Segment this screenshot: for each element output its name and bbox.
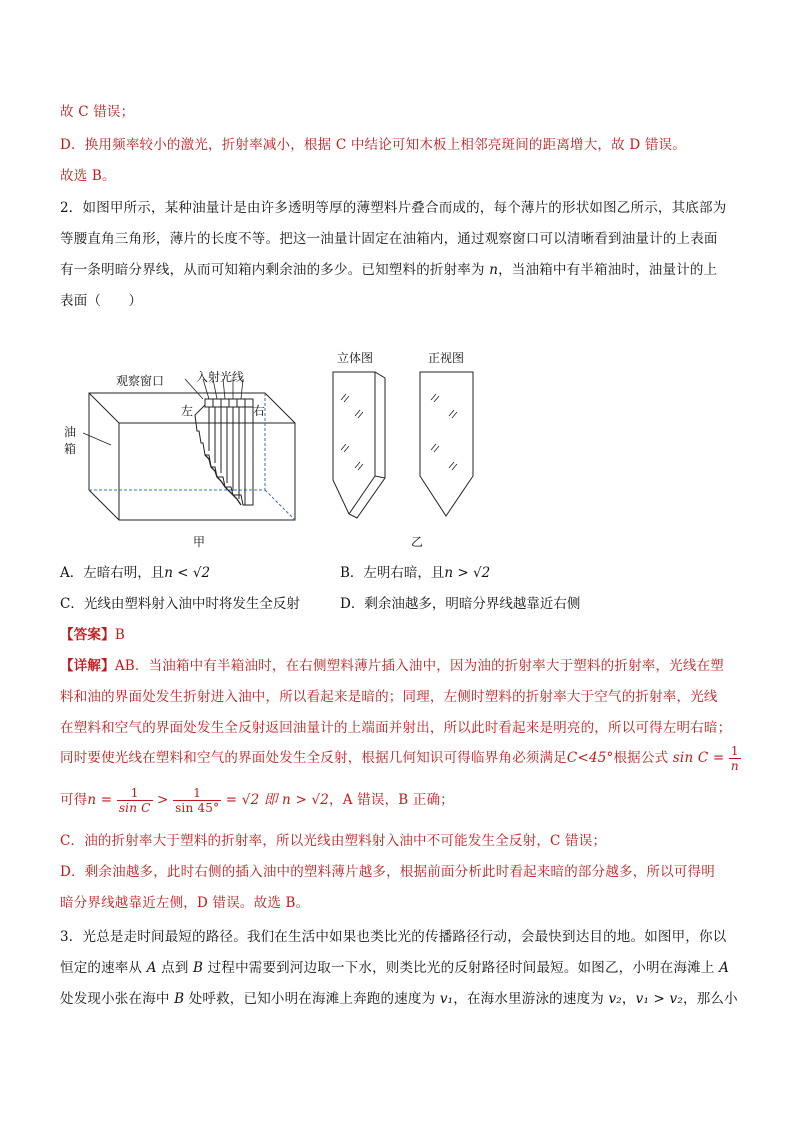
- detail-line: D．剩余油越多，此时右侧的插入油中的塑料薄片越多，根据前面分析此时看起来暗的部分越多，所以可得明: [60, 864, 715, 880]
- detail-line: 同时要使光线在塑料和空气的界面处发生全反射，根据几何知识可得临界角必须满足C<45°根据公式 sin C = $\frac{1}{n}$: [60, 744, 739, 773]
- detail-line: 暗分界线越靠近左侧，D 错误。故选 B。: [60, 895, 310, 911]
- solution-line: 故选 B。: [60, 168, 116, 184]
- question-2-text: 等腰直角三角形，薄片的长度不等。把这一油量计固定在油箱内，通过观察窗口可以清晰看到油量计的上表面: [60, 231, 718, 247]
- label-observation-window: 观察窗口: [116, 374, 165, 388]
- detail-line: 在塑料和空气的界面处发生全反射返回油量计的上端面并射出，所以此时看起来是明亮的，所以可得左明右暗；: [60, 720, 732, 736]
- solution-line: 故 C 错误；: [60, 104, 135, 120]
- label-right: 右: [253, 404, 266, 418]
- option-b: B．左明右暗，且n > √2: [340, 565, 491, 581]
- answer-line: 【答案】B: [60, 627, 125, 643]
- label-front-view: 正视图: [428, 351, 465, 365]
- detail-line: 【详解】AB．当油箱中有半箱油时，在右侧塑料薄片插入油中，因为油的折射率大于塑料的折射率，光线在塑: [60, 658, 724, 674]
- question-2-text: 表面（ ）: [60, 293, 143, 309]
- label-tank-2: 箱: [64, 442, 77, 456]
- solution-line: D．换用频率较小的激光，折射率减小，根据 C 中结论可知木板上相邻亮斑间的距离增大，故 D 错误。: [60, 137, 686, 153]
- question-2-text: 有一条明暗分界线，从而可知箱内剩余油的多少。已知塑料的折射率为 n，当油箱中有半箱油时，油量计的上: [60, 262, 718, 278]
- caption-yi: 乙: [411, 535, 424, 549]
- option-c: C．光线由塑料射入油中时将发生全反射: [60, 596, 300, 612]
- question-3-text: 处发现小张在海中 B 处呼救，已知小明在海滩上奔跑的速度为 v₁，在海水里游泳的速度为 v₂，v₁ > v₂，那么小: [60, 991, 738, 1007]
- question-3-text: 恒定的速率从 A 点到 B 过程中需要到河边取一下水，则类比光的反射路径时间最短。如图乙，小明在海滩上 A: [60, 960, 730, 976]
- detail-line: C．油的折射率大于塑料的折射率，所以光线由塑料射入油中不可能发生全反射，C 错误；: [60, 833, 607, 849]
- label-left: 左: [181, 404, 194, 418]
- option-d: D．剩余油越多，明暗分界线越靠近右侧: [340, 596, 581, 612]
- figure-plastic-sheet: [325, 368, 485, 528]
- label-3d-view: 立体图: [337, 351, 374, 365]
- question-2-text: 2．如图甲所示，某种油量计是由许多透明等厚的薄塑料片叠合而成的，每个薄片的形状如图乙所示，其底部为: [60, 200, 727, 216]
- label-incident-light: 入射光线: [196, 370, 245, 384]
- option-a: A．左暗右明，且n < √2: [60, 565, 211, 581]
- label-tank-1: 油: [64, 425, 77, 439]
- detail-line: 料和油的界面处发生折射进入油中，所以看起来是暗的；同理，左侧时塑料的折射率大于空气的折射率，光线: [60, 689, 718, 705]
- figure-oil-tank: [55, 355, 315, 555]
- caption-jia: 甲: [193, 535, 206, 549]
- question-3-text: 3．光总是走时间最短的路径。我们在生活中如果也类比光的传播路径行动，会最快到达目的地。如图甲，你以: [60, 929, 727, 945]
- detail-line: 可得n = $\frac{1}{\text{sin C}}$ > $\frac{1}{\sin 45^\circ}$ = √2 即 n > √2，A 错误，B 正确；: [60, 786, 454, 815]
